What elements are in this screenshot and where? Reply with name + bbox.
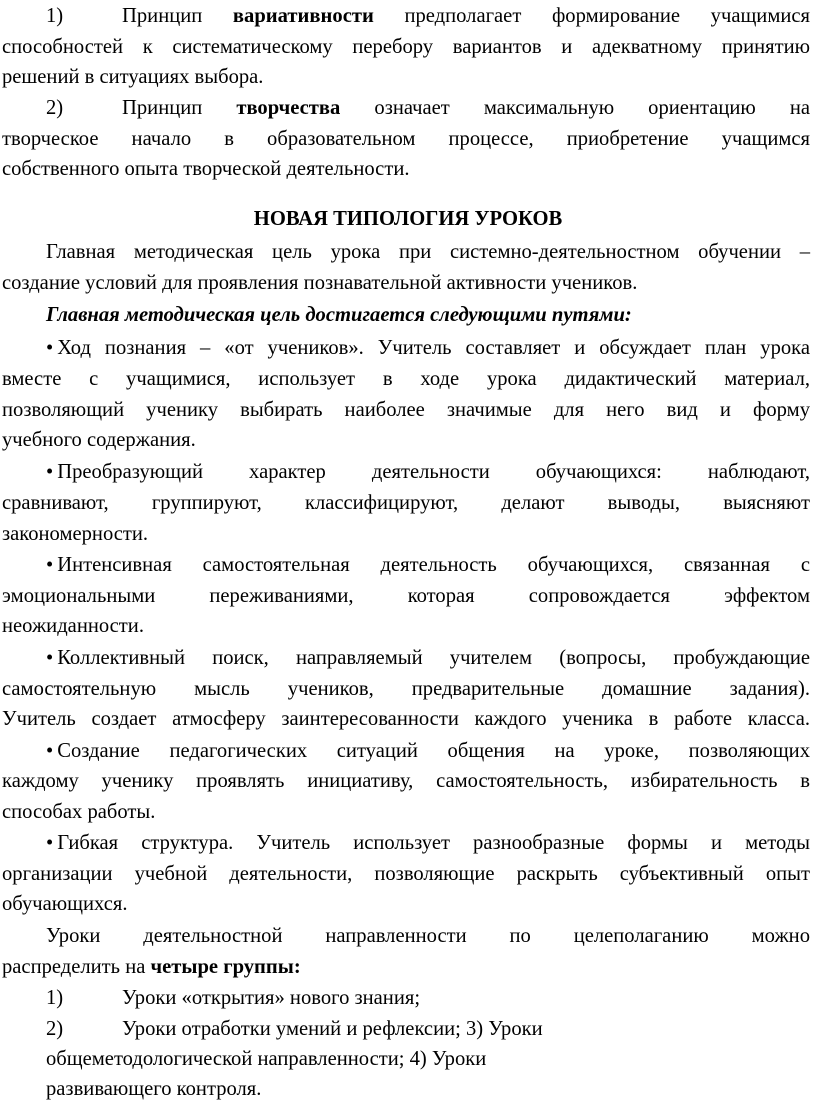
paragraph-line: Принцип творчества означает максимальную ориентацию на — [122, 97, 810, 119]
paragraph-line: решений в ситуациях выбора. — [2, 66, 264, 88]
list-number: 2) — [46, 97, 64, 119]
bullet-item: • Интенсивная самостоятельная деятельность обучающихся, связанная с — [46, 554, 810, 576]
paragraph-line: Уроки деятельностной направленности по целеполаганию можно — [46, 925, 810, 947]
paragraph-line: сравнивают, группируют, классифицируют, делают выводы, выясняют — [2, 492, 810, 514]
paragraph-line: обучающихся. — [2, 893, 128, 915]
paragraph-line: Главная методическая цель урока при системно-деятельностном обучении – — [46, 241, 810, 263]
bullet-icon: • — [46, 647, 54, 669]
paragraph-line: позволяющий ученику выбирать наиболее значимые для него вид и форму — [2, 399, 810, 421]
bullet-icon: • — [46, 461, 54, 483]
bullet-item: • Коллективный поиск, направляемый учителем (вопросы, пробуждающие — [46, 647, 810, 669]
paragraph-line: неожиданности. — [2, 615, 144, 637]
list-item-continuation: общеметодологической направленности; 4) Уроки — [46, 1048, 487, 1070]
bullet-item: • Ход познания – «от учеников». Учитель составляет и обсуждает план урока — [46, 337, 810, 359]
paragraph-line: самостоятельную мысль учеников, предварительные домашние задания). — [2, 678, 810, 700]
bullet-item: • Создание педагогических ситуаций общения на уроке, позволяющих — [46, 740, 810, 762]
bold-term: творчества — [236, 97, 341, 119]
paragraph-line: эмоциональными переживаниями, которая сопровождается эффектом — [2, 585, 810, 607]
bullet-item: • Гибкая структура. Учитель использует разнообразные формы и методы — [46, 832, 810, 854]
paragraph-line: Принцип вариативности предполагает формирование учащимися — [122, 5, 810, 27]
section-heading: НОВАЯ ТИПОЛОГИЯ УРОКОВ — [253, 208, 563, 230]
list-item-continuation: развивающего контроля. — [46, 1078, 262, 1100]
paragraph-line: создание условий для проявления познавательной активности учеников. — [2, 272, 638, 294]
bullet-icon: • — [46, 832, 54, 854]
italic-subheading: Главная методическая цель достигается следующими путями: — [46, 304, 632, 326]
paragraph-line: творческое начало в образовательном процессе, приобретение учащимся — [2, 128, 810, 150]
paragraph-line: собственного опыта творческой деятельности. — [2, 158, 410, 180]
bullet-icon: • — [46, 740, 54, 762]
bold-term: вариативности — [232, 5, 374, 27]
paragraph-line: распределить на четыре группы: — [2, 956, 301, 978]
paragraph-line: организации учебной деятельности, позволяющие раскрыть субъективный опыт — [2, 863, 810, 885]
bold-term: четыре группы: — [150, 956, 301, 978]
list-item: Уроки «открытия» нового знания; — [122, 987, 421, 1009]
bullet-item: • Преобразующий характер деятельности обучающихся: наблюдают, — [46, 461, 810, 483]
paragraph-line: каждому ученику проявлять инициативу, самостоятельность, избирательность в — [2, 770, 810, 792]
list-item: Уроки отработки умений и рефлексии; 3) Уроки — [122, 1018, 543, 1040]
list-number: 2) — [46, 1018, 64, 1040]
list-number: 1) — [46, 987, 64, 1009]
paragraph-line: способах работы. — [2, 801, 156, 823]
bullet-icon: • — [46, 554, 54, 576]
bullet-icon: • — [46, 337, 54, 359]
paragraph-line: учебного содержания. — [2, 429, 196, 451]
paragraph-line: Учитель создает атмосферу заинтересованности каждого ученика в работе класса. — [2, 708, 810, 730]
paragraph-line: вместе с учащимися, использует в ходе урока дидактический материал, — [2, 368, 810, 390]
paragraph-line: способностей к систематическому перебору вариантов и адекватному принятию — [2, 36, 810, 58]
list-number: 1) — [46, 5, 64, 27]
paragraph-line: закономерности. — [2, 523, 149, 545]
